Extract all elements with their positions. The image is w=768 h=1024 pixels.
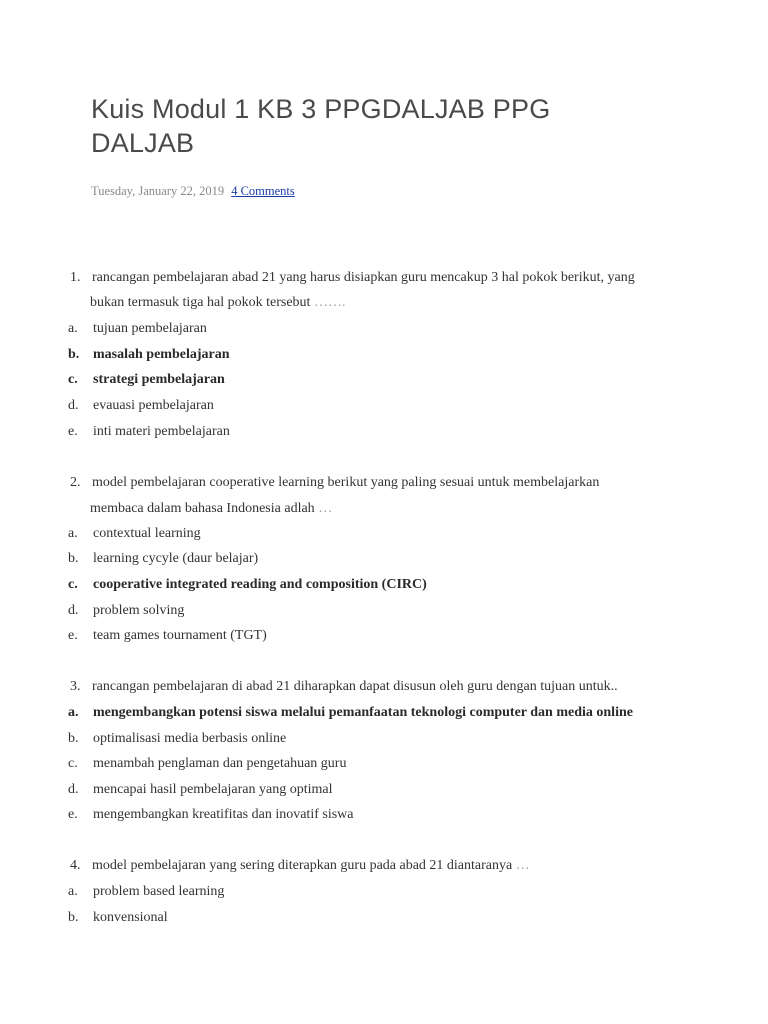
option-letter: b. bbox=[68, 910, 79, 925]
option-letter: e. bbox=[68, 807, 78, 822]
option-letter: e. bbox=[68, 628, 78, 643]
option-letter: d. bbox=[68, 603, 79, 618]
question-text: model pembelajaran cooperative learning berikut yang paling sesuai untuk membelajarkan bbox=[92, 475, 600, 490]
option-text: evauasi pembelajaran bbox=[93, 398, 214, 413]
option-letter: a. bbox=[68, 321, 78, 336]
option-letter: b. bbox=[68, 347, 80, 362]
post-title: Kuis Modul 1 KB 3 PPGDALJAB PPG DALJAB bbox=[91, 94, 551, 158]
option-letter: a. bbox=[68, 884, 78, 899]
option-letter: d. bbox=[68, 398, 79, 413]
question-text: rancangan pembelajaran di abad 21 diharapkan dapat disusun oleh guru dengan tujuan untuk.. bbox=[92, 679, 618, 694]
question-text: rancangan pembelajaran abad 21 yang harus disiapkan guru mencakup 3 hal pokok berikut, yang bbox=[92, 270, 635, 285]
question-text-continued: bukan termasuk tiga hal pokok tersebut ……. bbox=[90, 295, 346, 310]
option-text: learning cycyle (daur belajar) bbox=[93, 551, 259, 566]
option-letter: c. bbox=[68, 372, 78, 387]
option-letter: b. bbox=[68, 731, 79, 746]
option-letter: a. bbox=[68, 705, 79, 720]
option-text: masalah pembelajaran bbox=[93, 347, 230, 362]
option-text: menambah penglaman dan pengetahuan guru bbox=[93, 756, 347, 771]
post-meta bbox=[91, 183, 295, 199]
option-letter: c. bbox=[68, 756, 78, 771]
question-number: 3. bbox=[70, 679, 81, 694]
question-text: model pembelajaran yang sering diterapkan guru pada abad 21 diantaranya … bbox=[92, 858, 530, 873]
option-text: contextual learning bbox=[93, 526, 201, 541]
option-text: problem based learning bbox=[93, 884, 225, 899]
option-text: team games tournament (TGT) bbox=[93, 628, 267, 643]
option-letter: b. bbox=[68, 551, 79, 566]
option-text: cooperative integrated reading and composition (CIRC) bbox=[93, 577, 427, 592]
comments-link[interactable]: 4 Comments bbox=[231, 184, 295, 198]
option-text: mengembangkan kreatifitas dan inovatif siswa bbox=[93, 807, 354, 822]
option-text: konvensional bbox=[93, 910, 168, 925]
question-text-continued: membaca dalam bahasa Indonesia adlah … bbox=[90, 501, 333, 516]
option-letter: a. bbox=[68, 526, 78, 541]
option-letter: c. bbox=[68, 577, 78, 592]
option-text: problem solving bbox=[93, 603, 185, 618]
question-number: 4. bbox=[70, 858, 81, 873]
question-number: 2. bbox=[70, 475, 81, 490]
question-number: 1. bbox=[70, 270, 81, 285]
option-text: mencapai hasil pembelajaran yang optimal bbox=[93, 782, 333, 797]
option-text: optimalisasi media berbasis online bbox=[93, 731, 287, 746]
option-letter: d. bbox=[68, 782, 79, 797]
option-text: strategi pembelajaran bbox=[93, 372, 225, 387]
post-date: Tuesday, January 22, 2019 bbox=[91, 184, 225, 198]
option-text: inti materi pembelajaran bbox=[93, 424, 230, 439]
option-text: mengembangkan potensi siswa melalui pemanfaatan teknologi computer dan media online bbox=[93, 705, 633, 720]
option-text: tujuan pembelajaran bbox=[93, 321, 207, 336]
option-letter: e. bbox=[68, 424, 78, 439]
